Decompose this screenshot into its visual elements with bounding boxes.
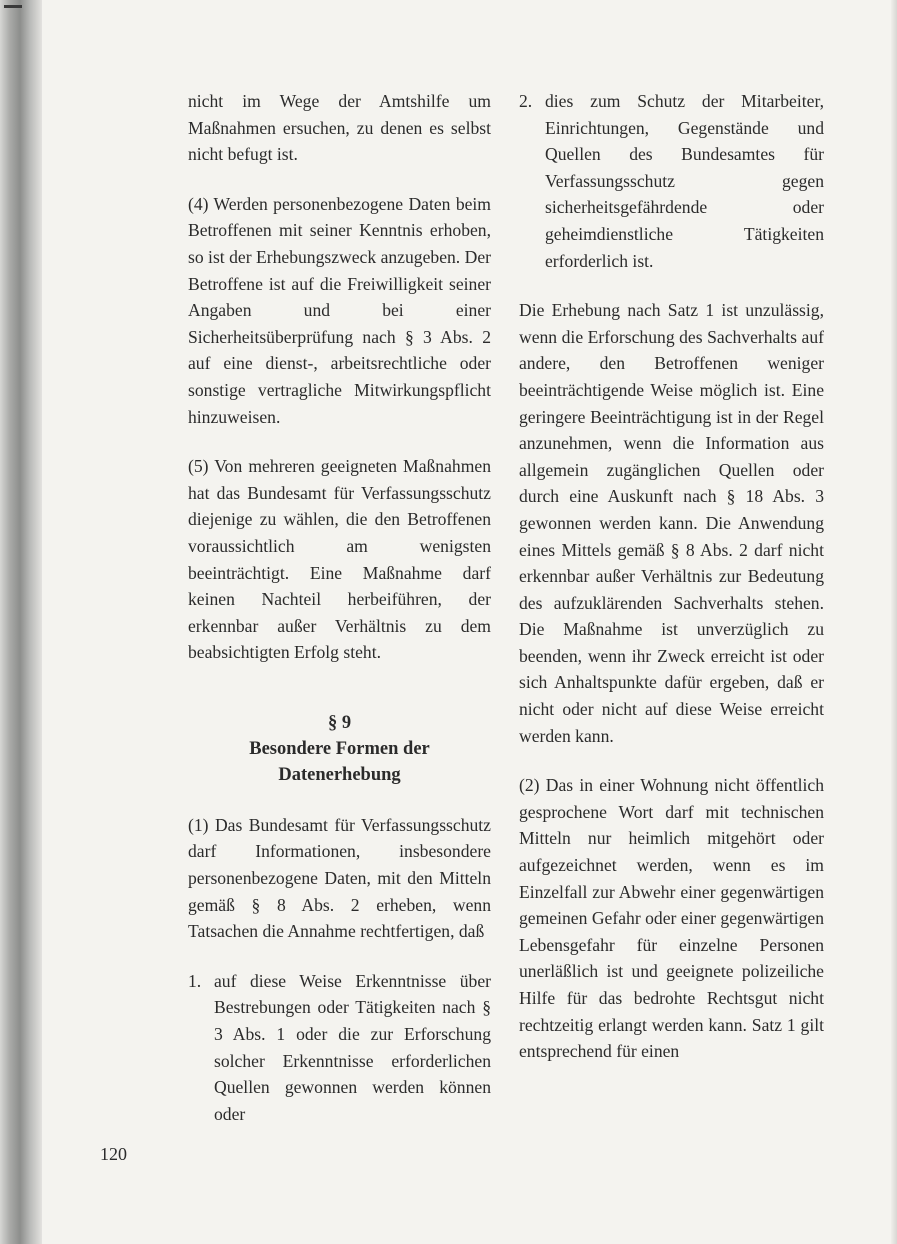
paragraph-1: (1) Das Bundesamt für Verfassungsschutz darf Informationen, insbesondere personenbezogene Daten, mit den Mitteln gemäß § 8 Abs. 2 erheben, wenn Tatsachen die Annahme rechtfertigen, daß: [188, 814, 491, 942]
paragraph-erhebung: Die Erhebung nach Satz 1 ist unzulässig, wenn die Erforschung des Sachverhalts auf andere, den Betroffenen weniger beeinträchtigende Weise möglich ist. Eine geringere Beeinträchtigung ist in der Regel anzunehmen, wenn die Information aus allgemein zugänglichen Quellen oder durch eine Auskunft nach § 18 Abs. 3 gewonnen werden kann. Die Anwendung eines Mittels gemäß § 8 Abs. 2 darf nicht erkennbar außer Verhältnis zur Bedeutung des aufzuklärenden Sachverhalts stehen. Die Maßnahme ist unverzüglich zu beenden, wenn ihr Zweck erreicht ist oder sich Anhaltspunkte dafür ergeben, daß er nicht oder nicht auf diese Weise erreicht werden kann.: [519, 300, 824, 746]
section-title-line-2: Datenerhebung: [278, 764, 401, 785]
list-item-number: 2.: [519, 91, 533, 111]
paragraph-5: (5) Von mehreren geeigneten Maßnahmen hat das Bundesamt für Verfassungsschutz diejenige zu wählen, die den Betroffenen voraussichtlich am wenigsten beeinträchtigt. Eine Maßnahme darf keinen Nachteil herbeiführen, der erkennbar außer Verhältnis zu dem beabsichtigten Erfolg steht.: [188, 456, 491, 663]
list-item-1: [188, 968, 491, 1128]
page-number: 120: [100, 1144, 127, 1164]
section-title-line-1: Besondere Formen der: [249, 738, 430, 759]
left-column: [188, 88, 491, 1150]
paragraph-continued: nicht im Wege der Amtshilfe um Maßnahmen ersuchen, zu denen es selbst nicht befugt ist.: [188, 91, 491, 165]
right-column: [519, 88, 824, 1088]
paragraph-2: (2) Das in einer Wohnung nicht öffentlich gesprochene Wort darf mit technischen Mitteln nur heimlich mitgehört oder aufgezeichnet werden, wenn es im Einzelfall zur Abwehr einer gegenwärtigen gemeinen Gefahr oder einer gegenwärtigen Lebensgefahr für einzelne Personen unerläßlich ist und geeignete polizeiliche Hilfe für das bedrohte Rechtsgut nicht rechtzeitig erlangt werden kann. Satz 1 gilt entsprechend für einen: [519, 775, 824, 1062]
list-item-text: dies zum Schutz der Mitarbeiter, Einrichtungen, Gegenstände und Quellen des Bundesamtes für Verfassungsschutz gegen sicherheitsgefährdende oder geheimdienstliche Tätigkeiten erforderlich ist.: [545, 91, 824, 271]
paragraph-4: (4) Werden personenbezogene Daten beim Betroffenen mit seiner Kenntnis erhoben, so ist der Erhebungszweck anzugeben. Der Betroffene ist auf die Freiwilligkeit seiner Angaben und bei einer Sicherheitsüberprüfung nach § 3 Abs. 2 auf eine dienst-, arbeitsrechtliche oder sonstige vertragliche Mitwirkungspflicht hinzuweisen.: [188, 193, 491, 427]
spine-mark: [4, 5, 22, 8]
list-item-2: [519, 88, 824, 274]
section-number: § 9: [327, 712, 352, 733]
book-spine-shadow: [0, 0, 42, 1244]
list-item-text: auf diese Weise Erkenntnisse über Bestrebungen oder Tätigkeiten nach § 3 Abs. 1 oder die zur Erforschung solcher Erkenntnisse erforderlichen Quellen gewonnen werden können oder: [214, 970, 491, 1124]
page-edge: [891, 0, 897, 1244]
list-item-number: 1.: [188, 970, 202, 991]
section-heading: [188, 710, 491, 788]
